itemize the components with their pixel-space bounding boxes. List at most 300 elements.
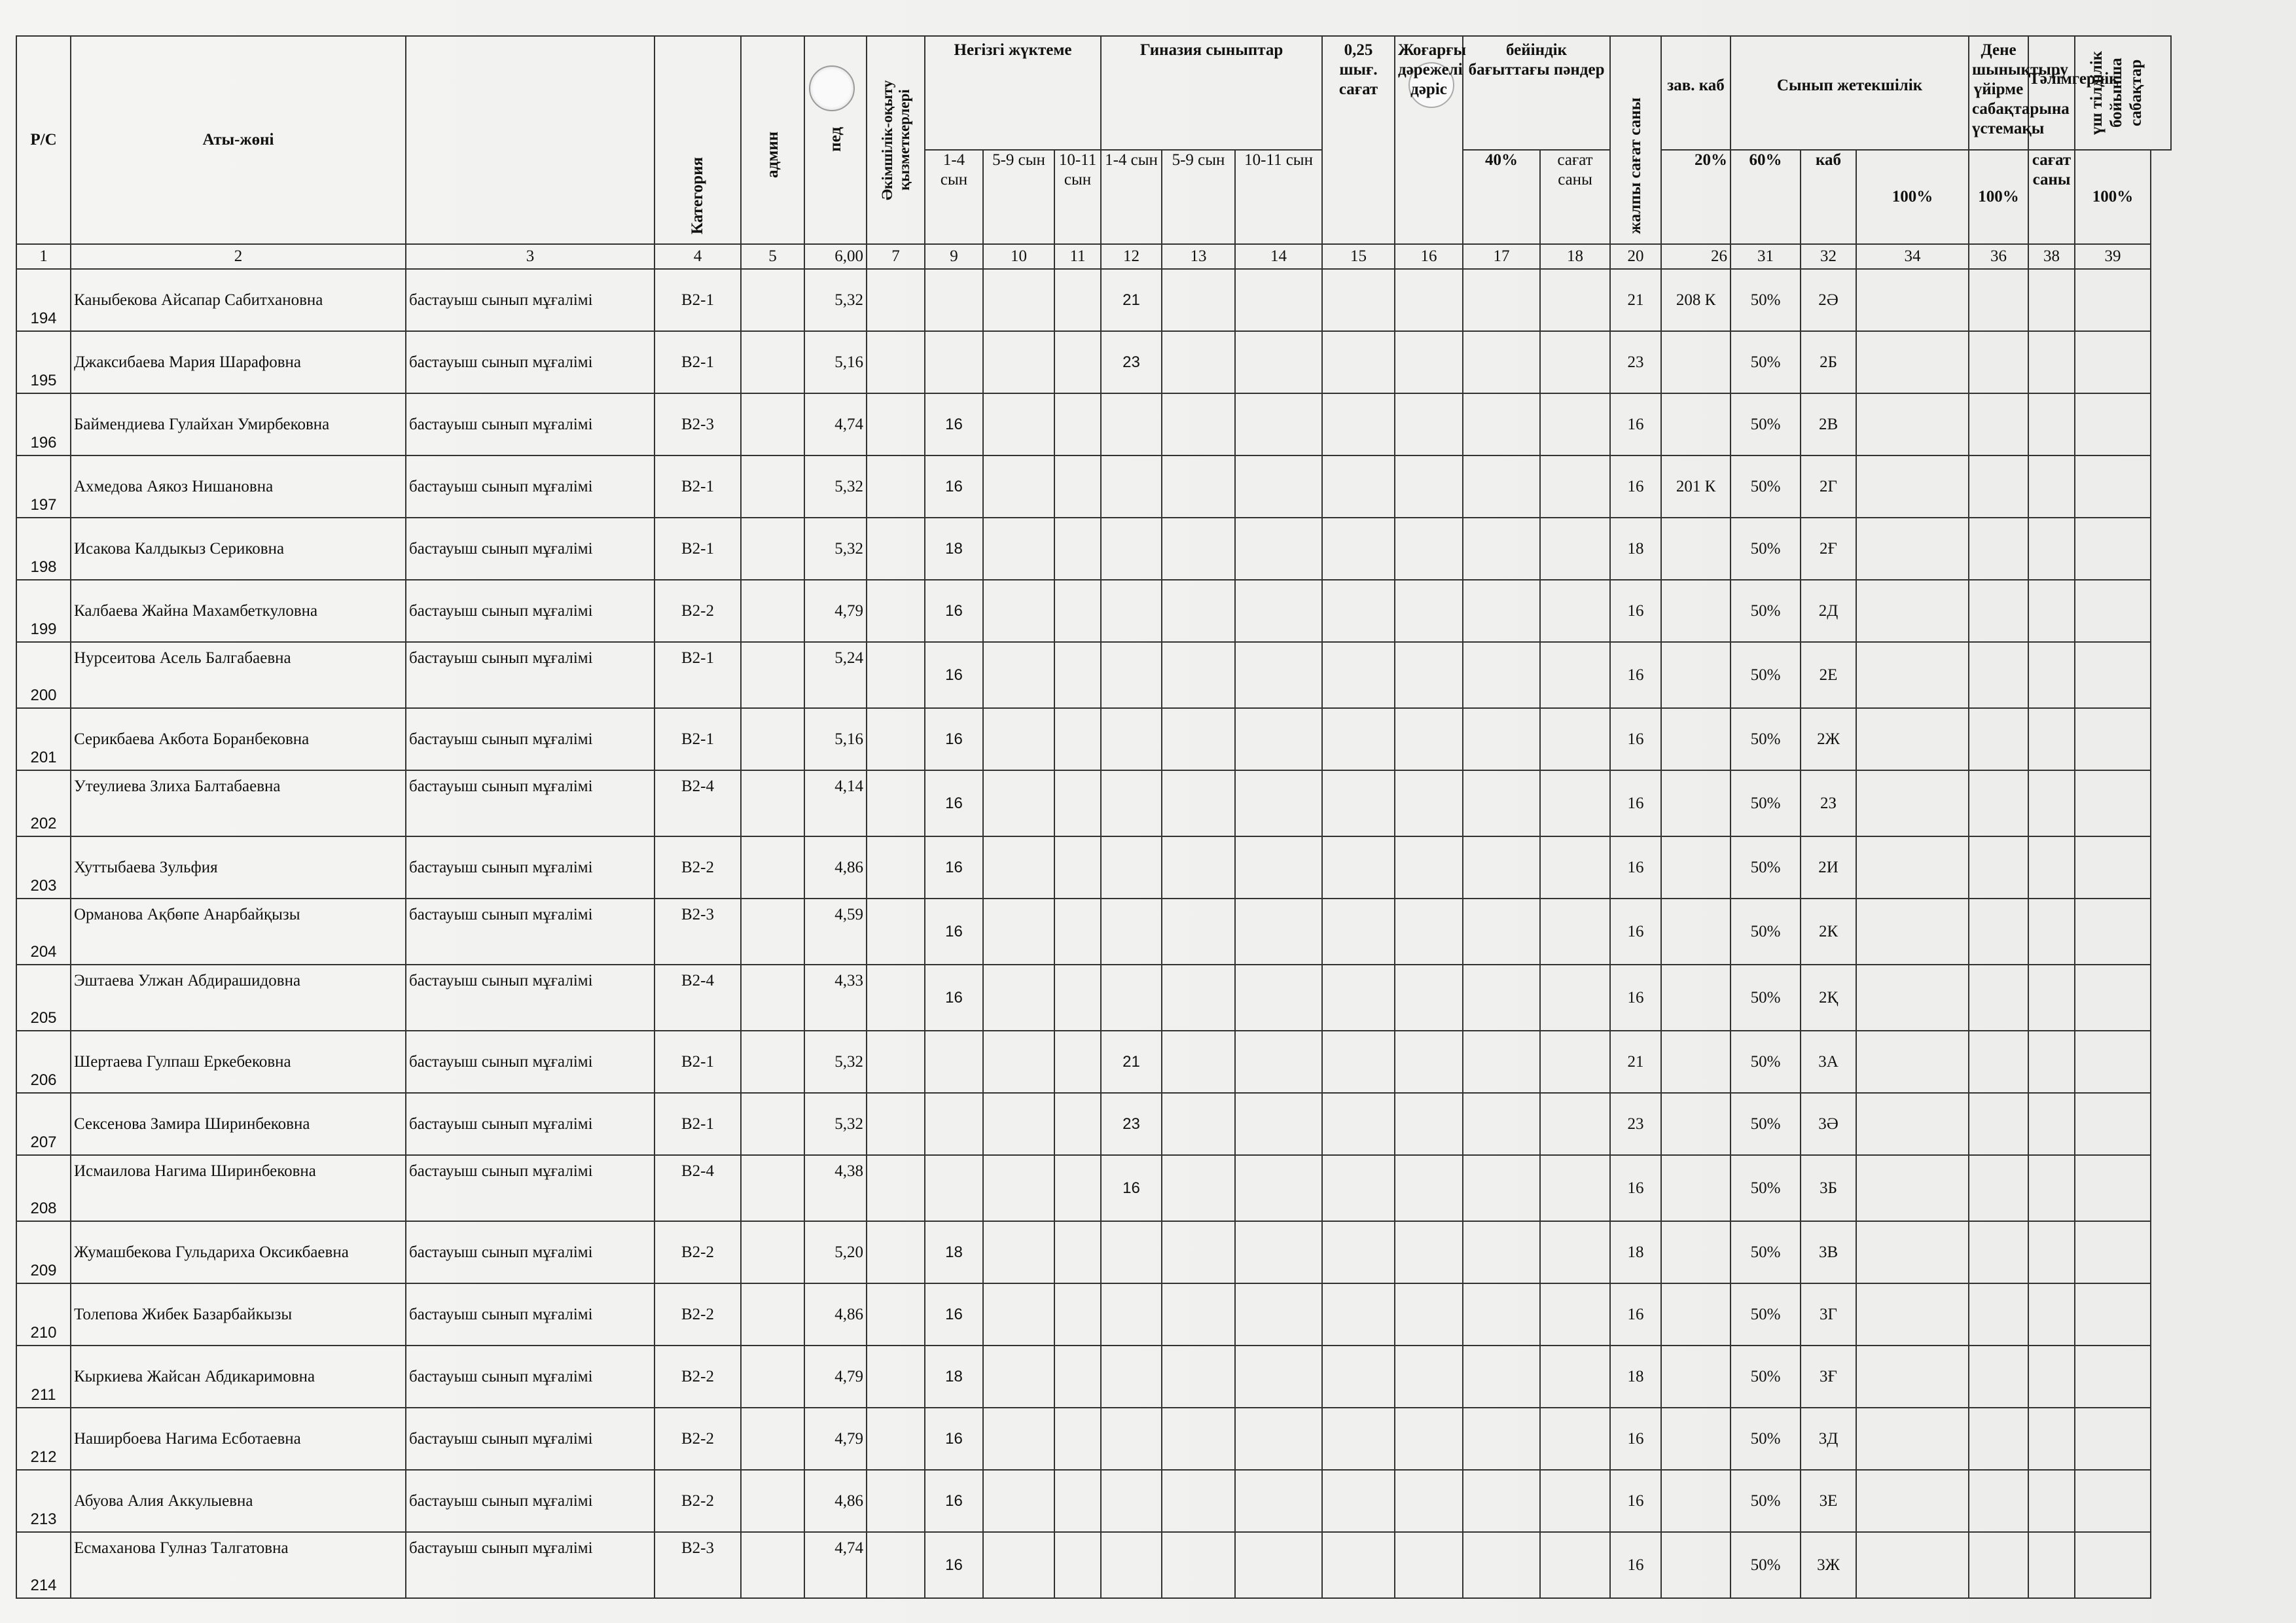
cell-ped: 4,86 <box>804 1470 867 1532</box>
cell-empty <box>983 518 1054 580</box>
cell-empty <box>1162 708 1235 770</box>
table-row <box>16 1031 2171 1093</box>
cell-empty <box>1054 269 1101 331</box>
cell-total: 16 <box>1610 1408 1661 1470</box>
cell-zav <box>1661 1346 1731 1408</box>
cell-empty <box>1235 1283 1322 1346</box>
cell-g14: 16 <box>925 1408 983 1470</box>
cell-empty <box>1235 331 1322 393</box>
cell-empty <box>741 331 804 393</box>
cell-empty <box>1856 269 1969 331</box>
column-number: 39 <box>2075 244 2151 269</box>
cell-empty <box>1969 965 2028 1031</box>
cell-name: Жумашбекова Гульдариха Оксикбаевна <box>71 1221 406 1283</box>
cell-ped: 4,59 <box>804 899 867 965</box>
cell-empty <box>1395 269 1463 331</box>
cell-empty <box>1395 331 1463 393</box>
cell-pct: 50% <box>1731 1346 1801 1408</box>
cell-empty <box>1162 1470 1235 1532</box>
cell-n: 197 <box>16 455 71 518</box>
cell-empty <box>1395 1031 1463 1093</box>
cell-empty <box>741 1470 804 1532</box>
cell-empty <box>1540 965 1610 1031</box>
cell-empty <box>1235 1346 1322 1408</box>
cell-g14: 16 <box>925 1532 983 1598</box>
table-row <box>16 708 2171 770</box>
cell-empty <box>1463 1346 1540 1408</box>
cell-empty <box>1463 1093 1540 1155</box>
cell-gy14 <box>1101 836 1162 899</box>
cell-zav <box>1661 1031 1731 1093</box>
cell-empty <box>1540 708 1610 770</box>
table-row <box>16 393 2171 455</box>
cell-cls: 2Г <box>1801 455 1856 518</box>
cell-empty <box>1969 899 2028 965</box>
cell-empty <box>867 331 925 393</box>
cell-empty <box>1322 899 1395 965</box>
header-category: Категория <box>655 36 741 244</box>
cell-ped: 5,16 <box>804 331 867 393</box>
cell-empty <box>1969 1346 2028 1408</box>
cell-empty <box>741 1093 804 1155</box>
cell-empty <box>1054 1408 1101 1470</box>
cell-empty <box>741 455 804 518</box>
cell-pos: бастауыш сынып мұғалімі <box>406 836 655 899</box>
cell-empty <box>2075 1283 2151 1346</box>
cell-pct: 50% <box>1731 1408 1801 1470</box>
cell-empty <box>1540 1346 1610 1408</box>
cell-empty <box>1463 1031 1540 1093</box>
cell-pct: 50% <box>1731 580 1801 642</box>
cell-empty <box>1322 1155 1395 1221</box>
table-row <box>16 1346 2171 1408</box>
cell-empty <box>1395 708 1463 770</box>
cell-empty <box>1969 331 2028 393</box>
cell-pct: 50% <box>1731 965 1801 1031</box>
cell-empty <box>1395 770 1463 836</box>
cell-pos: бастауыш сынып мұғалімі <box>406 1221 655 1283</box>
cell-ped: 5,32 <box>804 518 867 580</box>
cell-pos: бастауыш сынып мұғалімі <box>406 518 655 580</box>
cell-pct: 50% <box>1731 770 1801 836</box>
cell-empty <box>1540 1093 1610 1155</box>
cell-cat: В2-3 <box>655 1532 741 1598</box>
cell-pos: бастауыш сынып мұғалімі <box>406 1093 655 1155</box>
cell-empty <box>1054 1031 1101 1093</box>
cell-cat: В2-4 <box>655 1155 741 1221</box>
cell-empty <box>741 642 804 708</box>
cell-empty <box>1395 1155 1463 1221</box>
cell-empty <box>983 899 1054 965</box>
column-number: 13 <box>1162 244 1235 269</box>
cell-cls: 2Ғ <box>1801 518 1856 580</box>
cell-empty <box>867 1470 925 1532</box>
header-total: жалпы сағат саны <box>1610 36 1661 244</box>
cell-empty <box>1856 1408 1969 1470</box>
cell-empty <box>867 518 925 580</box>
cell-empty <box>2075 580 2151 642</box>
cell-cat: В2-2 <box>655 836 741 899</box>
header-p100b: 100% <box>1969 150 2028 244</box>
cell-empty <box>1540 1283 1610 1346</box>
cell-empty <box>867 770 925 836</box>
header-g59: 5-9 сын <box>983 150 1054 244</box>
header-hours2: сағат саны <box>2028 150 2075 244</box>
header-gy1011: 10-11 сын <box>1235 150 1322 244</box>
cell-ped: 4,79 <box>804 580 867 642</box>
cell-empty <box>1969 770 2028 836</box>
cell-n: 199 <box>16 580 71 642</box>
cell-empty <box>2075 836 2151 899</box>
cell-empty <box>983 1283 1054 1346</box>
cell-cat: В2-4 <box>655 965 741 1031</box>
cell-cls: 2Е <box>1801 642 1856 708</box>
cell-empty <box>1162 455 1235 518</box>
header-p100a: 100% <box>1856 150 1969 244</box>
cell-empty <box>1969 455 2028 518</box>
cell-cls: 2И <box>1801 836 1856 899</box>
cell-n: 210 <box>16 1283 71 1346</box>
cell-empty <box>867 965 925 1031</box>
cell-empty <box>2075 269 2151 331</box>
cell-empty <box>1322 708 1395 770</box>
cell-total: 16 <box>1610 836 1661 899</box>
cell-name: Сексенова Замира Ширинбековна <box>71 1093 406 1155</box>
cell-zav <box>1661 770 1731 836</box>
cell-empty <box>983 1093 1054 1155</box>
cell-empty <box>983 1221 1054 1283</box>
cell-pct: 50% <box>1731 836 1801 899</box>
cell-empty <box>1856 1470 1969 1532</box>
cell-cls: 2Қ <box>1801 965 1856 1031</box>
cell-empty <box>2075 1408 2151 1470</box>
cell-empty <box>1395 642 1463 708</box>
cell-pos: бастауыш сынып мұғалімі <box>406 642 655 708</box>
header-g1011: 10-11 сын <box>1054 150 1101 244</box>
cell-empty <box>1856 708 1969 770</box>
cell-pct: 50% <box>1731 899 1801 965</box>
cell-zav <box>1661 580 1731 642</box>
header-name: Аты-жөні <box>71 36 406 244</box>
column-number-row <box>16 244 2171 269</box>
cell-zav: 201 К <box>1661 455 1731 518</box>
cell-empty <box>1540 1532 1610 1598</box>
column-number: 10 <box>983 244 1054 269</box>
cell-ped: 4,79 <box>804 1346 867 1408</box>
cell-zav <box>1661 518 1731 580</box>
cell-empty <box>983 965 1054 1031</box>
cell-empty <box>1540 836 1610 899</box>
cell-empty <box>741 899 804 965</box>
cell-empty <box>983 1532 1054 1598</box>
cell-empty <box>867 455 925 518</box>
cell-pos: бастауыш сынып мұғалімі <box>406 269 655 331</box>
cell-g14 <box>925 1093 983 1155</box>
cell-cat: В2-1 <box>655 1093 741 1155</box>
header-zav: зав. каб <box>1661 36 1731 150</box>
column-number: 16 <box>1395 244 1463 269</box>
cell-empty <box>2075 1093 2151 1155</box>
cell-g14: 16 <box>925 1283 983 1346</box>
column-number: 6,00 <box>804 244 867 269</box>
cell-n: 198 <box>16 518 71 580</box>
cell-empty <box>1463 331 1540 393</box>
cell-name: Нурсеитова Асель Балгабаевна <box>71 642 406 708</box>
cell-empty <box>1054 708 1101 770</box>
cell-pos: бастауыш сынып мұғалімі <box>406 708 655 770</box>
cell-empty <box>867 1155 925 1221</box>
cell-empty <box>1463 1470 1540 1532</box>
cell-total: 16 <box>1610 965 1661 1031</box>
cell-zav <box>1661 1155 1731 1221</box>
cell-empty <box>1235 1532 1322 1598</box>
cell-empty <box>2075 770 2151 836</box>
cell-n: 202 <box>16 770 71 836</box>
cell-n: 201 <box>16 708 71 770</box>
cell-empty <box>983 331 1054 393</box>
cell-empty <box>983 642 1054 708</box>
cell-total: 23 <box>1610 1093 1661 1155</box>
table-row <box>16 899 2171 965</box>
cell-g14: 16 <box>925 393 983 455</box>
header-g14: 1-4 сын <box>925 150 983 244</box>
cell-n: 206 <box>16 1031 71 1093</box>
cell-total: 23 <box>1610 331 1661 393</box>
cell-empty <box>2028 1346 2075 1408</box>
cell-empty <box>1054 1155 1101 1221</box>
cell-gy14 <box>1101 1221 1162 1283</box>
header-class-lead: Сынып жетекшілік <box>1731 36 1969 150</box>
cell-g14: 16 <box>925 580 983 642</box>
cell-cat: В2-1 <box>655 455 741 518</box>
column-number: 18 <box>1540 244 1610 269</box>
cell-empty <box>1235 1221 1322 1283</box>
cell-name: Каныбекова Айсапар Сабитхановна <box>71 269 406 331</box>
cell-empty <box>1395 1221 1463 1283</box>
cell-empty <box>1162 642 1235 708</box>
cell-ped: 4,86 <box>804 836 867 899</box>
cell-empty <box>1322 393 1395 455</box>
cell-empty <box>1540 1155 1610 1221</box>
table-row <box>16 1470 2171 1532</box>
cell-empty <box>1540 1408 1610 1470</box>
cell-g14: 16 <box>925 708 983 770</box>
cell-gy14: 21 <box>1101 1031 1162 1093</box>
cell-total: 21 <box>1610 1031 1661 1093</box>
cell-n: 209 <box>16 1221 71 1283</box>
cell-ped: 5,20 <box>804 1221 867 1283</box>
header-service: Әкімшілік-оқыту қызметкерлері <box>867 36 925 244</box>
cell-empty <box>1856 455 1969 518</box>
cell-pct: 50% <box>1731 518 1801 580</box>
cell-pct: 50% <box>1731 1532 1801 1598</box>
table-row <box>16 1093 2171 1155</box>
cell-empty <box>1540 393 1610 455</box>
cell-pos: бастауыш сынып мұғалімі <box>406 965 655 1031</box>
cell-empty <box>1054 642 1101 708</box>
cell-empty <box>1395 1470 1463 1532</box>
cell-cls: 3Ә <box>1801 1093 1856 1155</box>
workload-table <box>16 35 2172 1599</box>
header-pe: Дене шынықтыру үйірме сабақтарына үстемақы <box>1969 36 2028 150</box>
cell-empty <box>2028 1532 2075 1598</box>
cell-empty <box>1235 1470 1322 1532</box>
cell-name: Ахмедова Аякоз Нишановна <box>71 455 406 518</box>
cell-n: 196 <box>16 393 71 455</box>
cell-empty <box>1395 1408 1463 1470</box>
cell-empty <box>2028 1155 2075 1221</box>
cell-empty <box>1162 1221 1235 1283</box>
table-body <box>16 269 2171 1598</box>
table-row <box>16 1532 2171 1598</box>
cell-ped: 4,14 <box>804 770 867 836</box>
cell-total: 18 <box>1610 1221 1661 1283</box>
cell-n: 213 <box>16 1470 71 1532</box>
cell-cls: 2К <box>1801 899 1856 965</box>
cell-empty <box>1463 1283 1540 1346</box>
cell-empty <box>2075 1346 2151 1408</box>
cell-empty <box>1162 1093 1235 1155</box>
cell-ped: 5,32 <box>804 1093 867 1155</box>
cell-name: Эштаева Улжан Абдирашидовна <box>71 965 406 1031</box>
column-number: 7 <box>867 244 925 269</box>
cell-ped: 5,16 <box>804 708 867 770</box>
cell-empty <box>1969 1155 2028 1221</box>
cell-empty <box>741 836 804 899</box>
cell-empty <box>1856 518 1969 580</box>
header-higher: Жоғарғы дәрежелі дәріс <box>1395 36 1463 244</box>
column-number: 3 <box>406 244 655 269</box>
cell-empty <box>2028 1093 2075 1155</box>
cell-empty <box>1162 770 1235 836</box>
cell-empty <box>1322 518 1395 580</box>
header-position <box>406 36 655 244</box>
cell-empty <box>983 580 1054 642</box>
cell-empty <box>1969 1093 2028 1155</box>
cell-g14: 16 <box>925 455 983 518</box>
cell-name: Орманова Ақбөпе Анарбайқызы <box>71 899 406 965</box>
cell-empty <box>1235 965 1322 1031</box>
cell-cls: 2Б <box>1801 331 1856 393</box>
cell-cls: 2Ж <box>1801 708 1856 770</box>
cell-empty <box>1969 1283 2028 1346</box>
cell-zav <box>1661 1283 1731 1346</box>
cell-empty <box>2028 393 2075 455</box>
cell-pos: бастауыш сынып мұғалімі <box>406 1031 655 1093</box>
cell-name: Абуова Алия Аккулыевна <box>71 1470 406 1532</box>
cell-pct: 50% <box>1731 1155 1801 1221</box>
cell-empty <box>1856 899 1969 965</box>
header-kab: каб <box>1801 150 1856 244</box>
cell-empty <box>1162 1155 1235 1221</box>
cell-g14: 16 <box>925 1470 983 1532</box>
cell-empty <box>1856 1283 1969 1346</box>
header-gym: Гиназия сыныптар <box>1101 36 1322 150</box>
cell-pos: бастауыш сынып мұғалімі <box>406 455 655 518</box>
cell-zav: 208 К <box>1661 269 1731 331</box>
cell-empty <box>2075 393 2151 455</box>
header-mentor: Тәлімгерлік <box>2028 36 2075 150</box>
cell-total: 16 <box>1610 1532 1661 1598</box>
cell-empty <box>2028 1470 2075 1532</box>
cell-empty <box>1322 1408 1395 1470</box>
cell-empty <box>1856 1155 1969 1221</box>
cell-empty <box>741 518 804 580</box>
cell-empty <box>1054 770 1101 836</box>
header-profile: бейіндік бағыттағы пәндер <box>1463 36 1610 150</box>
cell-cls: 2Д <box>1801 580 1856 642</box>
table-row <box>16 455 2171 518</box>
cell-empty <box>867 1346 925 1408</box>
cell-empty <box>1054 1470 1101 1532</box>
cell-empty <box>2028 1283 2075 1346</box>
cell-empty <box>1162 393 1235 455</box>
cell-empty <box>741 393 804 455</box>
cell-empty <box>1856 1221 1969 1283</box>
table-row <box>16 1155 2171 1221</box>
cell-empty <box>1162 269 1235 331</box>
cell-empty <box>2028 1031 2075 1093</box>
column-number: 11 <box>1054 244 1101 269</box>
cell-empty <box>1322 1346 1395 1408</box>
cell-empty <box>741 580 804 642</box>
cell-cat: В2-1 <box>655 642 741 708</box>
cell-empty <box>1162 1408 1235 1470</box>
cell-g14: 16 <box>925 965 983 1031</box>
cell-cls: 2Ә <box>1801 269 1856 331</box>
cell-pos: бастауыш сынып мұғалімі <box>406 331 655 393</box>
cell-name: Калбаева Жайна Махамбеткуловна <box>71 580 406 642</box>
cell-empty <box>1395 965 1463 1031</box>
cell-zav <box>1661 965 1731 1031</box>
cell-g14 <box>925 1031 983 1093</box>
cell-total: 18 <box>1610 1346 1661 1408</box>
cell-cls: 3Б <box>1801 1155 1856 1221</box>
cell-empty <box>1540 770 1610 836</box>
cell-empty <box>1856 1346 1969 1408</box>
cell-empty <box>1054 899 1101 965</box>
table-header <box>16 36 2171 269</box>
cell-empty <box>1463 518 1540 580</box>
cell-n: 211 <box>16 1346 71 1408</box>
cell-empty <box>983 1155 1054 1221</box>
cell-empty <box>741 1155 804 1221</box>
header-p100c: 100% <box>2075 150 2151 244</box>
cell-ped: 4,33 <box>804 965 867 1031</box>
cell-empty <box>1856 836 1969 899</box>
cell-empty <box>1463 965 1540 1031</box>
cell-zav <box>1661 1093 1731 1155</box>
cell-cat: В2-1 <box>655 269 741 331</box>
cell-empty <box>1540 1031 1610 1093</box>
cell-cat: В2-1 <box>655 331 741 393</box>
cell-n: 208 <box>16 1155 71 1221</box>
cell-g14 <box>925 269 983 331</box>
header-admin: админ <box>741 36 804 244</box>
cell-empty <box>867 836 925 899</box>
cell-pct: 50% <box>1731 1470 1801 1532</box>
cell-zav <box>1661 708 1731 770</box>
cell-n: 195 <box>16 331 71 393</box>
cell-empty <box>1235 836 1322 899</box>
cell-empty <box>983 1408 1054 1470</box>
cell-pos: бастауыш сынып мұғалімі <box>406 770 655 836</box>
cell-cat: В2-1 <box>655 518 741 580</box>
cell-zav <box>1661 393 1731 455</box>
cell-empty <box>741 770 804 836</box>
cell-empty <box>1969 580 2028 642</box>
cell-cat: В2-2 <box>655 1408 741 1470</box>
